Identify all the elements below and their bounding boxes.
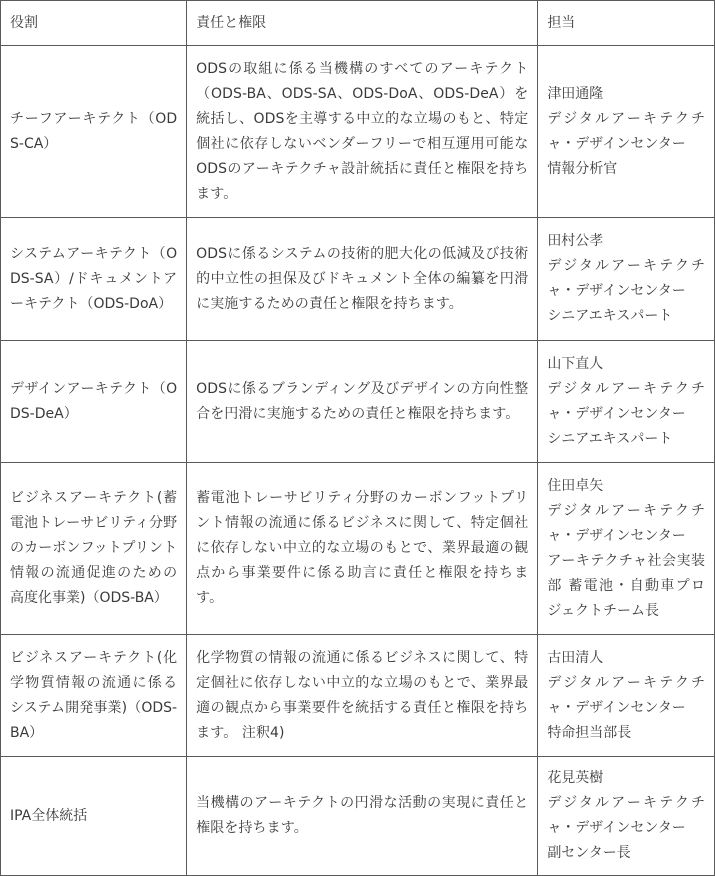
person-name: 田村公孝 (547, 233, 604, 249)
role-cell: ビジネスアーキテクト(蓄電池トレーサビリティ分野のカーボンフットプリント情報の流通促進のための高度化事業)（ODS-BA） (1, 463, 187, 635)
person-cell (538, 341, 715, 463)
person-department: デジタルアーキテクチャ・デザインセンター (547, 380, 705, 422)
person-title: 特命担当部長 (547, 724, 632, 741)
table-row (1, 341, 715, 463)
header-row (1, 1, 715, 46)
person-title: 副センター長 (547, 845, 631, 861)
person-name: 花見英樹 (547, 770, 604, 786)
person-cell (538, 46, 715, 218)
person-department: デジタルアーキテクチャ・デザインセンター (547, 674, 705, 716)
responsibility-cell: ODSに係るブランディング及びデザインの方向性整合を円滑に実施するための責任と権限を持ちます。 (187, 341, 538, 463)
person-cell (538, 463, 715, 635)
responsibility-cell: 化学物質の情報の流通に係るビジネスに関して、特定個社に依存しない中立的な立場のもとで、業界最適の観点から事業要件を統括する責任と権限を持ちます。 注釈4) (187, 635, 538, 757)
person-department: デジタルアーキテクチャ・デザインセンター (547, 795, 705, 836)
person-department: デジタルアーキテクチャ・デザインセンター (547, 110, 705, 152)
person-name: 住田卓矢 (547, 477, 604, 494)
role-cell: ビジネスアーキテクト(化学物質情報の流通に係るシステム開発事業)（ODS-BA） (1, 635, 187, 757)
person-cell (538, 757, 715, 876)
person-title: 情報分析官 (547, 160, 618, 177)
role-cell: デザインアーキテクト（ODS-DeA） (1, 341, 187, 463)
header-role: 役割 (1, 1, 187, 46)
person-cell (538, 635, 715, 757)
person-name: 津田通隆 (547, 85, 604, 102)
person-department: デジタルアーキテクチャ・デザインセンター (547, 502, 705, 544)
table-row (1, 463, 715, 635)
role-cell: チーフアーキテクト（ODS-CA） (1, 46, 187, 218)
person-title: アーキテクチャ社会実装部 蓄電池・自動車プロジェクトチーム長 (547, 552, 705, 619)
person-title: シニアエキスパート (547, 430, 673, 447)
table-row (1, 757, 715, 876)
header-person: 担当 (538, 1, 715, 46)
responsibility-cell: 当機構のアーキテクトの円滑な活動の実現に責任と権限を持ちます。 (187, 757, 538, 876)
table-row (1, 218, 715, 341)
table-row (1, 46, 715, 218)
person-cell (538, 218, 715, 341)
responsibility-cell: 蓄電池トレーサビリティ分野のカーボンフットプリント情報の流通に係るビジネスに関して、特定個社に依存しない中立的な立場のもとで、業界最適の観点から事業要件に係る助言に責任と権限を持ちます。 (187, 463, 538, 635)
person-name: 山下直人 (547, 355, 604, 372)
responsibility-cell: ODSに係るシステムの技術的肥大化の低減及び技術的中立性の担保及びドキュメント全体の編纂を円滑に実施するための責任と権限を持ちます。 (187, 218, 538, 341)
person-title: シニアエキスパート (547, 308, 673, 324)
responsibility-cell: ODSの取組に係る当機構のすべてのアーキテクト（ODS-BA、ODS-SA、ODS-DoA、ODS-DeA）を統括し、ODSを主導する中立的な立場のもと、特定個社に依存しないベンダーフリーで相互運用可能なODSのアーキテクチャ設計統括に責任と権限を持ちます。 (187, 46, 538, 218)
header-responsibility: 責任と権限 (187, 1, 538, 46)
person-name: 古田清人 (547, 649, 604, 666)
role-cell: IPA全体統括 (1, 757, 187, 876)
table-row (1, 635, 715, 757)
person-department: デジタルアーキテクチャ・デザインセンター (547, 258, 705, 299)
role-cell: システムアーキテクト（ODS-SA）/ドキュメントアーキテクト（ODS-DoA） (1, 218, 187, 341)
